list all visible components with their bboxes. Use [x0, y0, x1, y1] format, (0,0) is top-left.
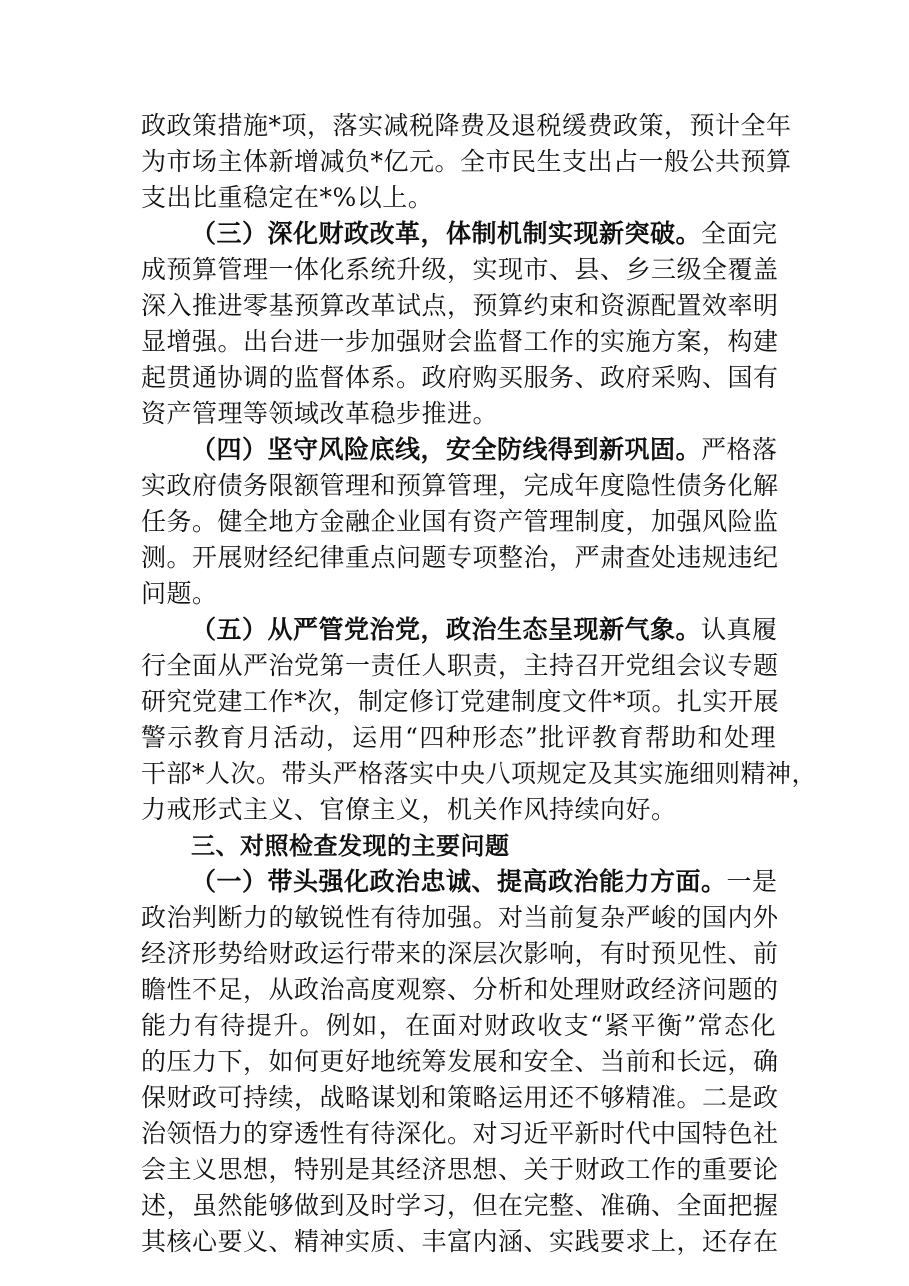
problem-1-heading: （一）带头强化政治忠诚、提高政治能力方面。	[191, 867, 727, 896]
text-fragment: 一是	[726, 867, 778, 896]
paragraph-section-5	[141, 612, 818, 828]
section-5-heading: （五）从严管党治党，政治生态呈现新气象。	[191, 615, 702, 644]
text-line: 治领悟力的穿透性有待深化。对习近平新时代中国特色社	[141, 1119, 779, 1148]
chapter-heading: 三、对照检查发现的主要问题	[191, 832, 510, 860]
section-4-heading: （四）坚守风险底线，安全防线得到新巩固。	[191, 435, 702, 464]
text-line: 保财政可持续，战略谋划和策略运用还不够精准。二是政	[141, 1083, 779, 1112]
document-body	[141, 108, 818, 1260]
paragraph-section-3	[141, 216, 779, 432]
text-line: 的压力下，如何更好地统筹发展和安全、当前和长远，确	[141, 1047, 779, 1076]
text-line	[141, 864, 776, 900]
text-line: 成预算管理一体化系统升级，实现市、县、乡三级全覆盖	[141, 255, 779, 284]
text-line: 干部*人次。带头严格落实中央八项规定及其实施细则精神，	[141, 759, 818, 788]
text-fragment: 全面完	[701, 219, 778, 248]
text-line: 实政府债务限额管理和预算管理，完成年度隐性债务化解	[141, 471, 779, 500]
text-line: 测。开展财经纪律重点问题专项整治，严肃查处违规违纪	[141, 543, 779, 572]
text-fragment: 认真履	[701, 615, 778, 644]
text-line: 问题。	[141, 579, 218, 608]
text-line: 瞻性不足，从政治高度观察、分析和处理财政经济问题的	[141, 975, 779, 1004]
text-line: 研究党建工作*次，制定修订党建制度文件*项。扎实开展	[141, 687, 780, 716]
text-line: 能力有待提升。例如，在面对财政收支“紧平衡”常态化	[141, 1011, 776, 1040]
text-line: 政治判断力的敏锐性有待加强。对当前复杂严峻的国内外	[141, 903, 779, 932]
text-line: 为市场主体新增减负*亿元。全市民生支出占一般公共预算	[141, 147, 792, 176]
text-line: 其核心要义、精神实质、丰富内涵、实践要求上，还存在	[141, 1227, 779, 1256]
text-line: 资产管理等领域改革稳步推进。	[141, 399, 499, 428]
text-line: 任务。健全地方金融企业国有资产管理制度，加强风险监	[141, 507, 779, 536]
text-line: 起贯通协调的监督体系。政府购买服务、政府采购、国有	[141, 363, 779, 392]
text-line: 政政策措施*项，落实减税降费及退税缓费政策，预计全年	[141, 111, 792, 140]
paragraph-policy-tail	[141, 108, 792, 216]
text-line: 述，虽然能够做到及时学习，但在完整、准确、全面把握	[141, 1191, 779, 1220]
text-line: 显增强。出台进一步加强财会监督工作的实施方案，构建	[141, 327, 779, 356]
paragraph-section-4	[141, 432, 779, 612]
text-line: 深入推进零基预算改革试点，预算约束和资源配置效率明	[141, 291, 779, 320]
section-3-heading: （三）深化财政改革，体制机制实现新突破。	[191, 219, 702, 248]
text-line: 会主义思想，特别是其经济思想、关于财政工作的重要论	[141, 1155, 779, 1184]
text-line: 行全面从严治党第一责任人职责，主持召开党组会议专题	[141, 651, 779, 680]
text-fragment: 严格落	[701, 435, 778, 464]
text-line: 力戒形式主义、官僚主义，机关作风持续向好。	[141, 795, 677, 824]
text-line: 警示教育月活动，运用“四种形态”批评教育帮助和处理	[141, 723, 776, 752]
text-line	[141, 432, 776, 468]
text-line	[141, 612, 776, 648]
text-line	[141, 216, 776, 252]
text-line: 支出比重稳定在*%以上。	[141, 183, 434, 212]
text-line: 经济形势给财政运行带来的深层次影响，有时预见性、前	[141, 939, 779, 968]
paragraph-problem-1	[141, 864, 779, 1260]
